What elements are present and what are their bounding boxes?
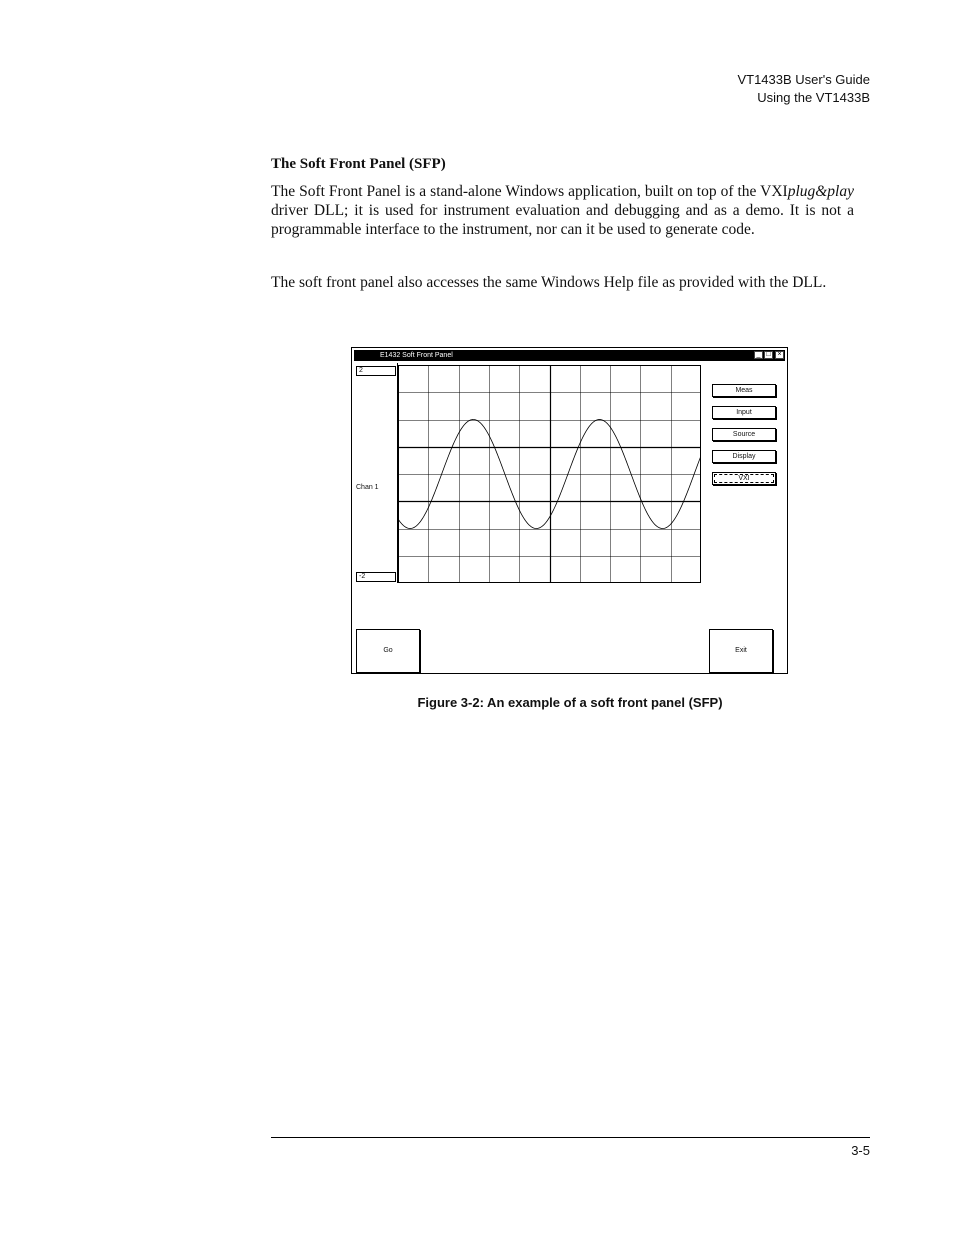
y-min-field[interactable]: -2	[356, 572, 396, 582]
meas-button[interactable]: Meas	[712, 384, 776, 397]
figure-caption: Figure 3-2: An example of a soft front panel (SFP)	[417, 695, 723, 710]
channel-label: Chan 1	[356, 484, 379, 491]
close-icon[interactable]: ×	[775, 351, 784, 359]
source-button[interactable]: Source	[712, 428, 776, 441]
page-number: 3-5	[851, 1143, 870, 1158]
paragraph-intro-italic: plug&play	[787, 183, 854, 200]
input-button[interactable]: Input	[712, 406, 776, 419]
footer-rule	[271, 1137, 870, 1138]
paragraph-help: The soft front panel also accesses the same Windows Help file as provided with the DLL.	[271, 274, 827, 291]
exit-button[interactable]: Exit	[709, 629, 773, 673]
y-max-field[interactable]: 2	[356, 366, 396, 376]
sfp-window-title: E1432 Soft Front Panel	[380, 352, 453, 359]
header-guide-title: VT1433B User's Guide	[737, 72, 870, 87]
vxi-button[interactable]: VXI	[712, 472, 776, 485]
minimize-icon[interactable]: _	[754, 351, 763, 359]
running-header	[737, 71, 870, 107]
plot-grid	[398, 365, 701, 583]
header-chapter-title: Using the VT1433B	[757, 90, 870, 105]
section-title: The Soft Front Panel (SFP)	[271, 156, 446, 172]
sfp-scale-column	[354, 363, 398, 583]
go-button[interactable]: Go	[356, 629, 420, 673]
sfp-titlebar	[354, 350, 785, 361]
display-button[interactable]: Display	[712, 450, 776, 463]
sfp-window-figure	[351, 347, 788, 674]
plot-frame	[399, 366, 701, 583]
paragraph-intro-part2: driver DLL; it is used for instrument evaluation and debugging and as a demo. It is not a programmable interface to the instrument, nor can it be used to generate code.	[271, 202, 854, 238]
waveform-line	[398, 420, 701, 529]
paragraph-intro	[271, 182, 854, 239]
maximize-icon[interactable]: □	[764, 351, 773, 359]
waveform-plot	[398, 365, 701, 583]
paragraph-intro-part1: The Soft Front Panel is a stand-alone Windows application, built on top of the VXI	[271, 183, 788, 200]
